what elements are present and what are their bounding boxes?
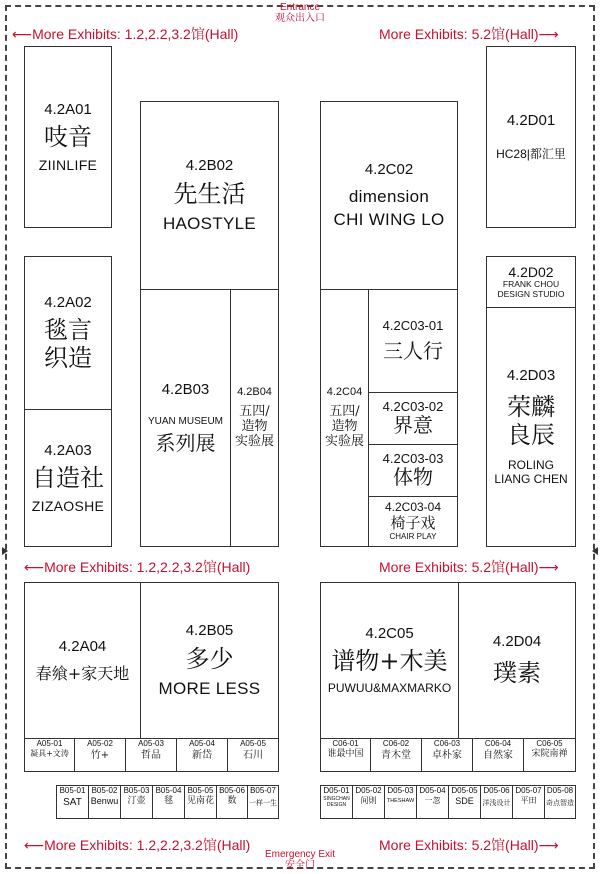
arrow-left-icon: ⟵ — [24, 559, 45, 575]
booth-code: 4.2B04 — [237, 386, 272, 399]
booth-c05[interactable] — [320, 582, 459, 739]
exit-label-cn: 安全门 — [285, 859, 315, 871]
booth-d01[interactable] — [486, 46, 576, 228]
banner-mid-right[interactable]: More Exhibits: 5.2馆(Hall)⟶ — [379, 559, 559, 575]
booth-name-cn: 多少 — [185, 644, 234, 673]
booth-name-cn: 春飨+家天地 — [35, 663, 130, 683]
booth-code: 4.2C03-04 — [384, 500, 442, 515]
booth-code: 4.2C03-01 — [382, 318, 444, 334]
booth-name-cn: 三人行 — [383, 338, 443, 363]
booth-c06-04[interactable]: C06-04 自然家 — [472, 738, 524, 772]
booth-name-en: CHI WING LO — [333, 210, 445, 230]
booth-b05-02[interactable]: B05-02 Benwu — [88, 785, 121, 819]
booth-b05-06[interactable]: B05-06 数 — [216, 785, 248, 819]
booth-d05-02[interactable]: D05-02 间則 — [352, 785, 385, 819]
banner-bottom-right[interactable]: More Exhibits: 5.2馆(Hall)⟶ — [379, 837, 559, 853]
banner-bottom-left[interactable]: ⟵More Exhibits: 1.2,2.2,3.2馆(Hall) — [24, 837, 251, 853]
booth-code: 4.2D01 — [506, 112, 556, 130]
booth-code: 4.2B03 — [161, 381, 210, 399]
booth-name-cn: 造物 — [241, 418, 268, 434]
booth-name-cn: 吱音 — [44, 122, 92, 151]
booth-d05-06[interactable]: D05-06 洋浅设计 — [480, 785, 513, 819]
booth-a02[interactable] — [24, 256, 112, 410]
booth-d04[interactable] — [458, 582, 576, 739]
booth-name: HC28|都汇里 — [496, 146, 566, 161]
booth-d05-07[interactable]: D05-07 平田 — [512, 785, 545, 819]
booth-c03-02[interactable] — [368, 392, 458, 445]
booth-b05-03[interactable]: B05-03 汀壶 — [120, 785, 153, 819]
booth-b05[interactable] — [140, 582, 279, 739]
booth-code: 4.2A04 — [58, 637, 107, 655]
booth-a05-01[interactable]: A05-01 凝具+文涛 — [24, 738, 75, 772]
booth-name-en: YUAN MUSEUM — [147, 416, 223, 428]
booth-c06-03[interactable]: C06-03 卓朴家 — [421, 738, 473, 772]
booth-name-cn: 织造 — [44, 343, 92, 372]
booth-c06-05[interactable]: C06-05 宋院南禅 — [523, 738, 576, 772]
booth-code: 4.2C03-02 — [382, 398, 444, 414]
booth-c04[interactable] — [320, 289, 369, 547]
booth-a05-05[interactable]: A05-05 石川 — [227, 738, 279, 772]
booth-c06-01[interactable]: C06-01 谁最中国 — [320, 738, 371, 772]
booth-name-cn: 良辰 — [507, 420, 555, 449]
booth-name-en: ZIINLIFE — [38, 157, 98, 174]
booth-b05-01[interactable]: B05-01 SAT — [56, 785, 89, 819]
booth-name-en: FRANK CHOU — [502, 279, 560, 290]
emergency-exit-gate — [255, 850, 345, 871]
booth-name-cn: 璞素 — [493, 659, 541, 688]
booth-name-en: dimension — [348, 186, 430, 206]
arrow-left-icon: ⟵ — [12, 26, 33, 42]
booth-b05-04[interactable]: B05-04 毬 — [152, 785, 185, 819]
booth-c03-04[interactable] — [368, 496, 458, 547]
booth-name-cn: 体物 — [393, 465, 433, 490]
arrow-left-icon: ⟵ — [24, 837, 45, 853]
booth-a05-03[interactable]: A05-03 哲品 — [125, 738, 177, 772]
arrow-right-icon: ⟶ — [538, 837, 559, 853]
booth-b04[interactable] — [230, 289, 279, 547]
booth-name-en: HAOSTYLE — [162, 214, 257, 234]
booth-c02[interactable] — [320, 101, 458, 290]
booth-d02[interactable] — [486, 256, 576, 308]
booth-code: 4.2C05 — [365, 625, 414, 643]
banner-top-left[interactable]: ⟵More Exhibits: 1.2,2.2,3.2馆(Hall) — [12, 26, 239, 42]
booth-a04[interactable] — [24, 582, 141, 739]
booth-b05-05[interactable]: B05-05 见南花 — [184, 785, 217, 819]
booth-code: 4.2A02 — [44, 293, 92, 311]
right-side-marker — [592, 547, 598, 555]
booth-name-en: PUWUU&MAXMARKO — [327, 681, 452, 696]
booth-code: 4.2B05 — [185, 622, 234, 640]
booth-code: 4.2D04 — [492, 633, 542, 651]
booth-name-en: ZIZAOSHE — [31, 498, 105, 515]
booth-name-cn: 五四/ — [239, 403, 270, 419]
booth-code: 4.2C02 — [364, 161, 414, 179]
booth-name-en: LIANG CHEN — [494, 472, 568, 487]
booth-c03-03[interactable] — [368, 444, 458, 497]
booth-name-cn: 自造社 — [32, 463, 104, 492]
booth-d05-04[interactable]: D05-04 一忽 — [416, 785, 449, 819]
booth-name-en: DESIGN STUDIO — [497, 289, 565, 300]
entrance-label-cn: 观众出入口 — [275, 12, 325, 24]
booth-a05-02[interactable]: A05-02 竹+ — [74, 738, 126, 772]
booth-code: 4.2D02 — [508, 264, 554, 281]
booth-d05-08[interactable]: D05-08 奇点智造 — [544, 785, 576, 819]
booth-name-cn: 造物 — [331, 418, 358, 434]
booth-name-cn: 谱物+木美 — [331, 647, 448, 676]
entrance-label-en: Entrance — [279, 2, 321, 13]
booth-b03[interactable] — [140, 289, 231, 547]
booth-name-cn: 荣麟 — [507, 393, 555, 422]
booth-name-en: MORE LESS — [158, 679, 261, 699]
booth-c03-01[interactable] — [368, 289, 458, 393]
booth-name-cn: 系列展 — [155, 430, 216, 455]
booth-b05-07[interactable]: B05-07 一样一生 — [247, 785, 279, 819]
banner-mid-left[interactable]: ⟵More Exhibits: 1.2,2.2,3.2馆(Hall) — [24, 559, 251, 575]
arrow-right-icon: ⟶ — [538, 26, 559, 42]
banner-top-right[interactable]: More Exhibits: 5.2馆(Hall)⟶ — [379, 26, 559, 42]
booth-a05-04[interactable]: A05-04 新岱 — [176, 738, 228, 772]
booth-name-cn: 先生活 — [173, 179, 246, 208]
entrance-gate — [255, 3, 345, 24]
booth-d05-05[interactable]: D05-05 SDE — [448, 785, 481, 819]
exit-label-en: Emergency Exit — [264, 849, 336, 860]
booth-name-en: ROLING — [507, 458, 554, 473]
booth-name-cn: 椅子戏 — [390, 514, 436, 533]
booth-name-cn: 五四/ — [329, 403, 360, 419]
booth-code: 4.2B02 — [185, 157, 234, 175]
booth-c06-02[interactable]: C06-02 青木堂 — [370, 738, 422, 772]
booth-code: 4.2C03-03 — [382, 450, 444, 466]
booth-code: 4.2C04 — [326, 386, 363, 399]
booth-name-en: CHAIR PLAY — [389, 532, 437, 542]
booth-name-cn: 毯言 — [44, 316, 92, 345]
booth-name-cn: 界意 — [393, 413, 433, 438]
booth-d05-01[interactable]: D05-01 SINGCHAN DESIGN — [320, 785, 353, 819]
booth-a01[interactable] — [24, 46, 112, 228]
booth-code: 4.2D03 — [506, 366, 556, 384]
booth-b02[interactable] — [140, 101, 279, 290]
booth-code: 4.2A03 — [44, 441, 92, 459]
booth-name-cn: 实验展 — [234, 433, 274, 449]
left-side-marker — [2, 547, 8, 555]
booth-name-cn: 实验展 — [324, 433, 364, 449]
booth-code: 4.2A01 — [44, 100, 92, 118]
booth-d03[interactable] — [486, 307, 576, 547]
arrow-right-icon: ⟶ — [538, 559, 559, 575]
booth-a03[interactable] — [24, 409, 112, 547]
booth-d05-03[interactable]: D05-03 THESHAW — [384, 785, 417, 819]
